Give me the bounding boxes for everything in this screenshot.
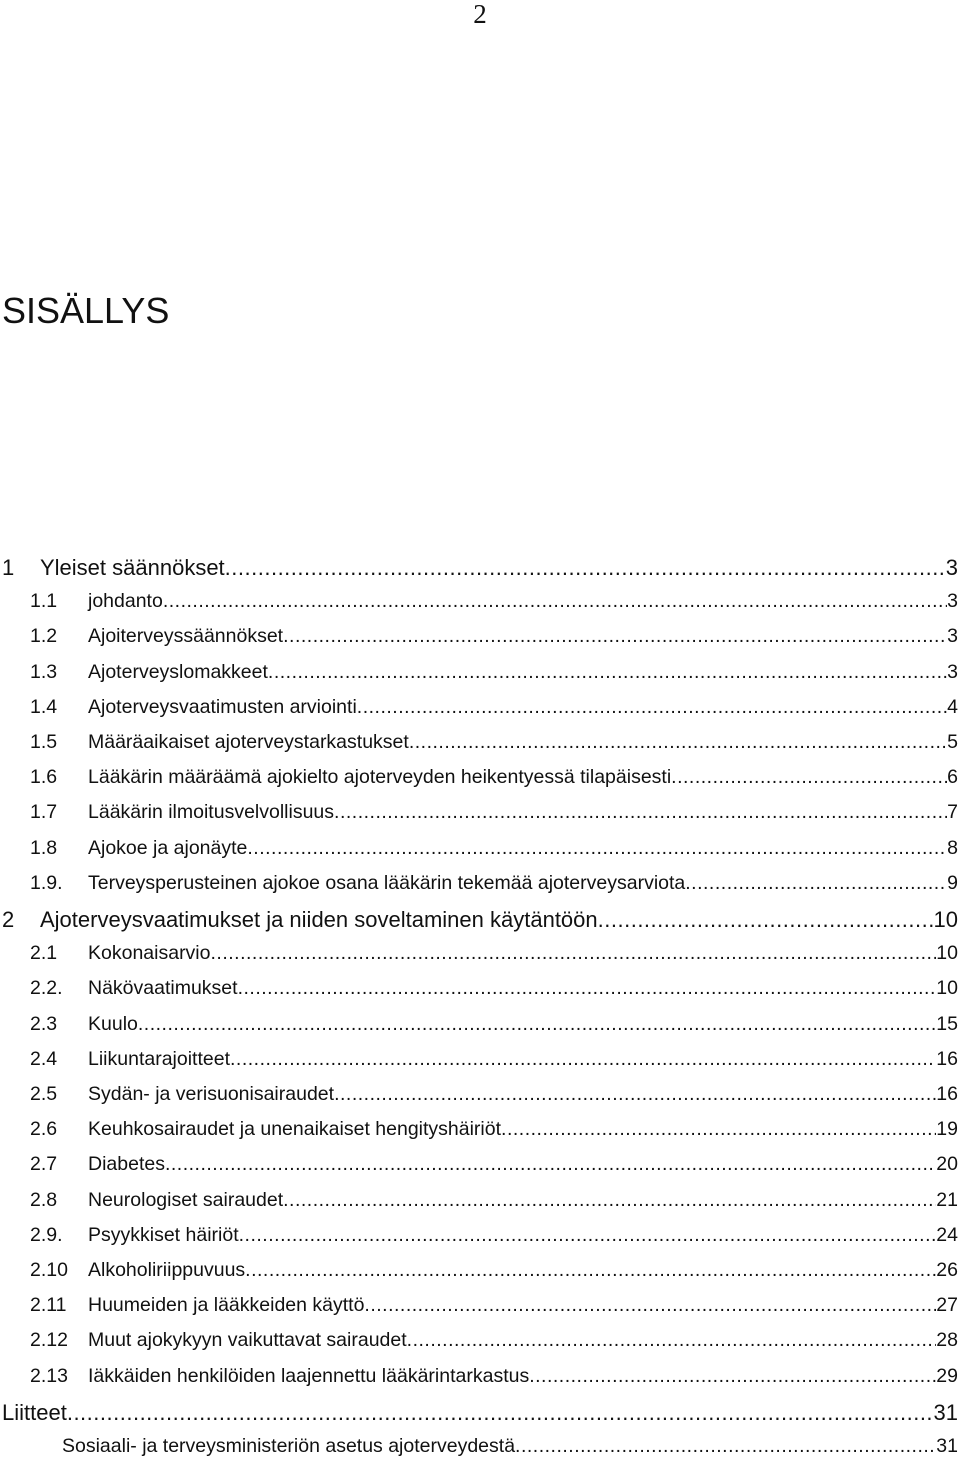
toc-entry-page: 16 xyxy=(936,1083,958,1105)
toc-entry-page: 29 xyxy=(936,1364,958,1387)
toc-entry-page: 7 xyxy=(947,801,958,824)
toc-entry-page: 27 xyxy=(936,1294,958,1317)
toc-entry-number: 1.3 xyxy=(30,660,58,683)
toc-entry[interactable] xyxy=(0,1083,960,1118)
dot-leader xyxy=(364,1294,936,1317)
toc-entry-title: Keuhkosairaudet ja unenaikaiset hengityshäiriöt xyxy=(88,1118,502,1141)
toc-entry-number: 1.4 xyxy=(30,695,58,718)
toc-entry[interactable] xyxy=(0,766,960,801)
toc-entry-number: 1.6 xyxy=(30,766,58,789)
toc-entry-number: 1.2 xyxy=(30,625,58,648)
dot-leader xyxy=(138,1013,936,1036)
dot-leader xyxy=(225,555,946,581)
toc-entry-title: Huumeiden ja lääkkeiden käyttö xyxy=(88,1294,365,1317)
toc-entry-number: 2.4 xyxy=(30,1047,58,1070)
toc-entry-title: Näkövaatimukset xyxy=(88,977,238,1000)
toc-entry-page: 31 xyxy=(933,1399,958,1425)
dot-leader xyxy=(598,907,934,933)
toc-entry-title: Lääkärin määräämä ajokielto ajoterveyden heikentyessä tilapäisesti xyxy=(88,766,672,789)
toc-entry-page: 24 xyxy=(936,1223,958,1246)
dot-leader xyxy=(268,661,947,684)
dot-leader xyxy=(247,837,947,860)
toc-entry[interactable] xyxy=(0,837,960,872)
dot-leader xyxy=(238,977,937,1000)
toc-entry-page: 10 xyxy=(936,977,958,1000)
toc-entry-number: 2.9. xyxy=(30,1223,63,1246)
toc-entry[interactable] xyxy=(0,661,960,696)
toc-entry[interactable] xyxy=(0,942,960,977)
toc-entry[interactable] xyxy=(0,731,960,766)
toc-entry-title: Liitteet xyxy=(2,1399,67,1425)
toc-entry-page: 4 xyxy=(947,695,958,718)
toc-heading: SISÄLLYS xyxy=(2,290,170,331)
toc-entry-page: 3 xyxy=(947,625,958,648)
toc-entry-title: Ajokoe ja ajonäyte xyxy=(88,836,248,859)
toc-entry-page: 3 xyxy=(947,660,958,683)
dot-leader xyxy=(357,696,947,719)
dot-leader xyxy=(515,1435,936,1458)
toc-entry-page: 21 xyxy=(936,1188,958,1211)
toc-entry-page: 31 xyxy=(936,1435,958,1457)
toc-entry-title: Muut ajokykyyn vaikuttavat sairaudet xyxy=(88,1329,407,1352)
toc-entry-page: 3 xyxy=(947,590,958,613)
toc-entry-page: 3 xyxy=(945,555,958,580)
toc-entry-number: 2.6 xyxy=(30,1118,58,1141)
toc-entry-title: Ajoterveysvaatimukset ja niiden soveltaminen käytäntöön xyxy=(40,907,598,932)
dot-leader xyxy=(501,1118,936,1141)
toc-entry-number: 2.8 xyxy=(30,1188,58,1211)
toc-entry[interactable] xyxy=(0,801,960,836)
dot-leader xyxy=(409,731,947,754)
toc-entry-title: Sydän- ja verisuonisairaudet xyxy=(88,1083,335,1105)
toc-entry-page: 20 xyxy=(936,1153,958,1176)
dot-leader xyxy=(163,590,947,613)
toc-entry[interactable] xyxy=(0,555,960,590)
toc-entry-number: 1.7 xyxy=(30,801,58,824)
toc-entry-title: Lääkärin ilmoitusvelvollisuus xyxy=(88,801,335,824)
toc-entry[interactable] xyxy=(0,977,960,1012)
dot-leader xyxy=(671,766,947,789)
toc-entry[interactable] xyxy=(0,1259,960,1294)
toc-entry-number: 2.7 xyxy=(30,1153,58,1176)
toc-entry-number: 1.9. xyxy=(30,871,63,894)
dot-leader xyxy=(334,801,947,824)
toc-entry-number: 2 xyxy=(2,907,15,932)
toc-entry[interactable] xyxy=(0,1435,960,1470)
toc-entry-page: 5 xyxy=(947,731,958,753)
toc-entry-number: 1.1 xyxy=(30,590,58,613)
toc-entry-number: 1.8 xyxy=(30,836,58,859)
toc-entry-title: Psyykkiset häiriöt xyxy=(88,1223,239,1246)
dot-leader xyxy=(210,942,936,965)
toc-entry[interactable] xyxy=(0,1013,960,1048)
dot-leader xyxy=(407,1329,937,1352)
toc-entry[interactable] xyxy=(0,590,960,625)
toc-entry-number: 2.2. xyxy=(30,977,63,1000)
page-number: 2 xyxy=(473,0,487,29)
toc-entry-number: 2.10 xyxy=(30,1259,68,1281)
toc-entry-page: 26 xyxy=(936,1259,958,1281)
toc-entry-number: 2.13 xyxy=(30,1364,68,1387)
dot-leader xyxy=(283,1189,936,1212)
dot-leader xyxy=(67,1400,934,1426)
toc-entry-title: Liikuntarajoitteet xyxy=(88,1047,231,1070)
toc-entry-title: Sosiaali- ja terveysministeriön asetus ajoterveydestä xyxy=(62,1435,516,1457)
toc-entry-title: Ajoterveyslomakkeet xyxy=(88,660,268,683)
toc-entry-title: Määräaikaiset ajoterveystarkastukset xyxy=(88,731,409,753)
dot-leader xyxy=(230,1048,936,1071)
toc-entry[interactable] xyxy=(0,872,960,907)
toc-entry-page: 19 xyxy=(936,1118,958,1141)
toc-entry-number: 2.12 xyxy=(30,1329,68,1352)
toc-entry[interactable] xyxy=(0,907,960,942)
dot-leader xyxy=(283,625,947,648)
toc-entry-page: 28 xyxy=(936,1329,958,1352)
toc-entry[interactable] xyxy=(0,1224,960,1259)
toc-entry[interactable] xyxy=(0,1294,960,1329)
toc-entry[interactable] xyxy=(0,696,960,731)
toc-entry-page: 15 xyxy=(936,1012,958,1035)
toc-entry[interactable] xyxy=(0,1400,960,1435)
toc-entry-title: Ajoiterveyssäännökset xyxy=(88,625,284,648)
toc-entry-title: Diabetes xyxy=(88,1153,165,1176)
dot-leader xyxy=(529,1365,936,1388)
toc-entry[interactable] xyxy=(0,1329,960,1364)
toc-entry-number: 2.1 xyxy=(30,942,58,965)
toc-entry-title: johdanto xyxy=(88,590,163,613)
toc-entry[interactable] xyxy=(0,1365,960,1400)
toc-entry-title: Iäkkäiden henkilöiden laajennettu lääkärintarkastus xyxy=(88,1364,530,1387)
toc-entry-title: Alkoholiriippuvuus xyxy=(88,1259,246,1281)
toc-entry-page: 8 xyxy=(947,836,958,859)
toc-entry[interactable] xyxy=(0,625,960,660)
toc-entry[interactable] xyxy=(0,1048,960,1083)
toc-entry-page: 16 xyxy=(936,1047,958,1070)
toc-entry-page: 9 xyxy=(947,871,958,894)
toc-entry[interactable] xyxy=(0,1118,960,1153)
dot-leader xyxy=(685,872,947,895)
toc-entry-page: 6 xyxy=(947,766,958,789)
toc-entry-number: 2.11 xyxy=(30,1294,67,1317)
toc-entry-title: Yleiset säännökset xyxy=(40,555,225,580)
toc-entry-title: Kokonaisarvio xyxy=(88,942,211,965)
dot-leader xyxy=(245,1259,936,1282)
toc-entry-number: 2.5 xyxy=(30,1083,58,1105)
toc-entry-title: Ajoterveysvaatimusten arviointi xyxy=(88,695,357,718)
toc-entry-number: 1.5 xyxy=(30,731,58,753)
toc-entry-number: 2.3 xyxy=(30,1012,58,1035)
toc-entry-title: Terveysperusteinen ajokoe osana lääkärin tekemää ajoterveysarviota xyxy=(88,871,686,894)
toc-entry-page: 10 xyxy=(936,942,958,965)
toc-entry[interactable] xyxy=(0,1153,960,1188)
toc-entry[interactable] xyxy=(0,1189,960,1224)
dot-leader xyxy=(165,1153,936,1176)
toc-entry-title: Neurologiset sairaudet xyxy=(88,1188,284,1211)
toc-entry-title: Kuulo xyxy=(88,1012,138,1035)
dot-leader xyxy=(334,1083,936,1106)
dot-leader xyxy=(239,1224,937,1247)
toc-entry-number: 1 xyxy=(2,555,15,580)
toc-entry-page: 10 xyxy=(933,907,958,932)
